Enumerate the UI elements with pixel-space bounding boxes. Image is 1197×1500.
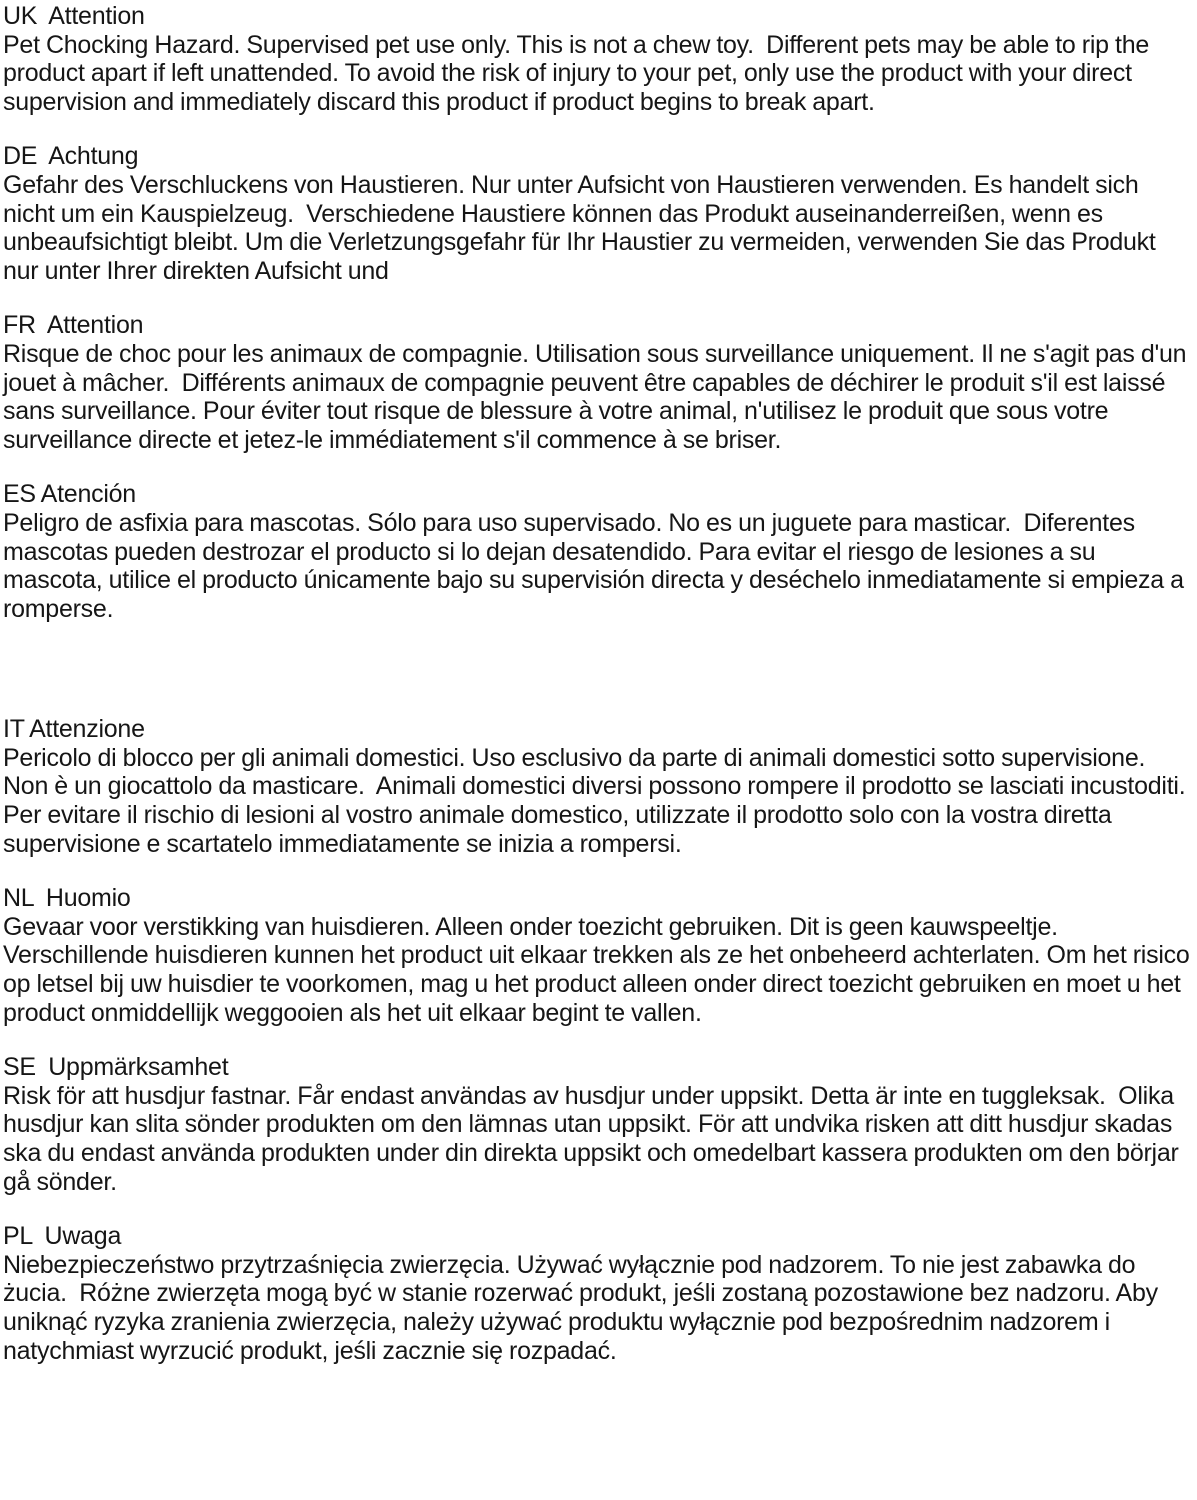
warning-section-nl [3, 884, 1196, 1027]
section-header-pl: PL Uwaga [3, 1222, 122, 1251]
warning-section-pl [3, 1222, 1193, 1365]
warning-section-fr [3, 311, 1193, 454]
warning-section-uk [3, 2, 1193, 116]
warning-section-de [3, 142, 1193, 285]
section-header-uk: UK Attention [3, 2, 145, 30]
section-body-fr: Risque de choc pour les animaux de compagnie. Utilisation sous surveillance uniquement. Il ne s'agit pas d'un jouet à mâcher. Différents animaux de compagnie peuvent être capables de déchirer le produit s'il est laissé sans surveillance. Pour éviter tout risque de blessure à votre animal, n'utilisez le produit que sous votre surveillance directe et jetez-le immédiatement s'il commence à se briser. [3, 339, 1193, 454]
section-header-it: IT Attenzione [3, 715, 145, 744]
section-body-es: Peligro de asfixia para mascotas. Sólo para uso supervisado. No es un juguete para masticar. Diferentes mascotas pueden destrozar el producto si lo dejan desatendido. Para evitar el riesgo de lesiones a su mascota, utilice el producto únicamente bajo su supervisión directa y deséchelo inmediatamente si empieza a romperse. [3, 508, 1191, 623]
section-body-uk: Pet Chocking Hazard. Supervised pet use only. This is not a chew toy. Different pets may be able to rip the product apart if left unattended. To avoid the risk of injury to your pet, only use the product with your direct supervision and immediately discard this product if product begins to break apart. [3, 30, 1156, 116]
section-header-de: DE Achtung [3, 142, 139, 171]
warning-section-it [3, 715, 1193, 858]
section-body-nl: Gevaar voor verstikking van huisdieren. Alleen onder toezicht gebruiken. Dit is geen kauwspeeltje. Verschillende huisdieren kunnen het product uit elkaar trekken als ze het onbeheerd achterlaten. Om het risico op letsel bij uw huisdier te voorkomen, mag u het product alleen onder direct toezicht gebruiken en moet u het product onmiddellijk weggooien als het uit elkaar begint te vallen. [3, 912, 1196, 1027]
section-header-nl: NL Huomio [3, 884, 131, 913]
warning-section-se [3, 1053, 1193, 1196]
warning-section-es [3, 480, 1193, 623]
section-header-fr: FR Attention [3, 311, 144, 340]
section-body-it: Pericolo di blocco per gli animali domestici. Uso esclusivo da parte di animali domestici sotto supervisione. Non è un giocattolo da masticare. Animali domestici diversi possono rompere il prodotto se lasciati incustoditi. Per evitare il rischio di lesioni al vostro animale domestico, utilizzate il prodotto solo con la vostra diretta supervisione e scartatelo immediatamente se inizia a rompersi. [3, 743, 1192, 858]
section-body-se: Risk för att husdjur fastnar. Får endast användas av husdjur under uppsikt. Detta är inte en tuggleksak. Olika husdjur kan slita sönder produkten om den lämnas utan uppsikt. För att undvika risken att ditt husdjur skadas ska du endast använda produkten under din direkta uppsikt och omedelbart kassera produkten om den börjar gå sönder. [3, 1081, 1185, 1196]
section-header-se: SE Uppmärksamhet [3, 1053, 229, 1082]
section-body-pl: Niebezpieczeństwo przytrzaśnięcia zwierzęcia. Używać wyłącznie pod nadzorem. To nie jest zabawka do żucia. Różne zwierzęta mogą być w stanie rozerwać produkt, jeśli zostaną pozostawione bez nadzoru. Aby uniknąć ryzyka zranienia zwierzęcia, należy używać produktu wyłącznie pod bezpośrednim nadzorem i natychmiast wyrzucić produkt, jeśli zacznie się rozpadać. [3, 1250, 1165, 1365]
section-header-es: ES Atención [3, 480, 136, 509]
section-body-de: Gefahr des Verschluckens von Haustieren. Nur unter Aufsicht von Haustieren verwenden. Es handelt sich nicht um ein Kauspielzeug. Verschiedene Haustiere können das Produkt auseinanderreißen, wenn es unbeaufsichtigt bleibt. Um die Verletzungsgefahr für Ihr Haustier zu vermeiden, verwenden Sie das Produkt nur unter Ihrer direkten Aufsicht und [3, 170, 1162, 285]
